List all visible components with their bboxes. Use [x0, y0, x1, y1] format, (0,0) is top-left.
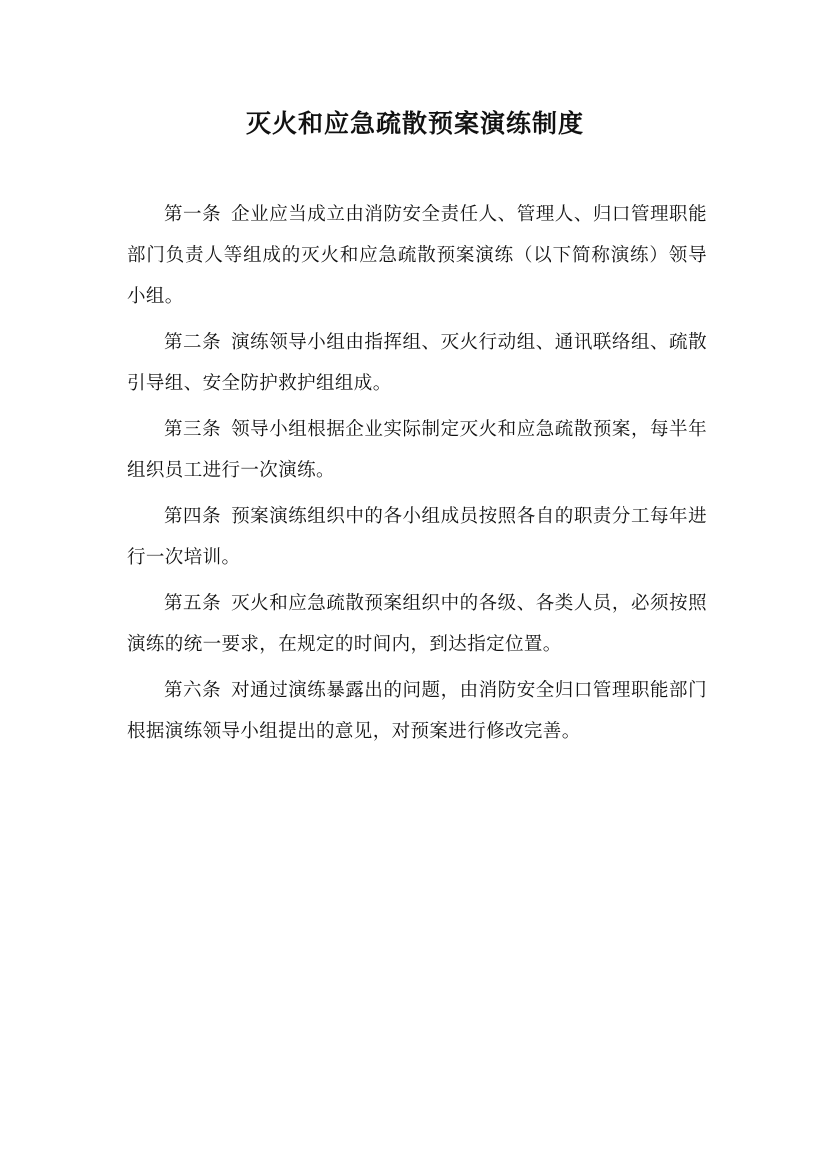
article-number: 第三条 [164, 419, 222, 440]
article-text: 灭火和应急疏散预案组织中的各级、各类人员，必须按照演练的统一要求，在规定的时间内，到达指定位置。 [127, 593, 707, 655]
article-text: 企业应当成立由消防安全责任人、管理人、归口管理职能部门负责人等组成的灭火和应急疏散预案演练（以下简称演练）领导小组。 [127, 204, 707, 307]
article-text: 预案演练组织中的各小组成员按照各自的职责分工每年进行一次培训。 [127, 506, 707, 568]
article-4 [127, 496, 707, 578]
article-text: 演练领导小组由指挥组、灭火行动组、通讯联络组、疏散引导组、安全防护救护组组成。 [127, 332, 707, 394]
article-2 [127, 322, 707, 404]
article-5 [127, 583, 707, 665]
article-6 [127, 670, 707, 752]
article-text: 领导小组根据企业实际制定灭火和应急疏散预案，每半年组织员工进行一次演练。 [127, 419, 707, 481]
article-number: 第五条 [164, 593, 222, 614]
article-number: 第六条 [164, 680, 222, 701]
article-text: 对通过演练暴露出的问题，由消防安全归口管理职能部门根据演练领导小组提出的意见，对预案进行修改完善。 [127, 680, 707, 742]
article-number: 第一条 [164, 204, 222, 225]
article-number: 第二条 [164, 332, 222, 353]
article-3 [127, 409, 707, 491]
document-title: 灭火和应急疏散预案演练制度 [245, 109, 584, 138]
article-number: 第四条 [164, 506, 222, 527]
article-1 [127, 194, 707, 317]
